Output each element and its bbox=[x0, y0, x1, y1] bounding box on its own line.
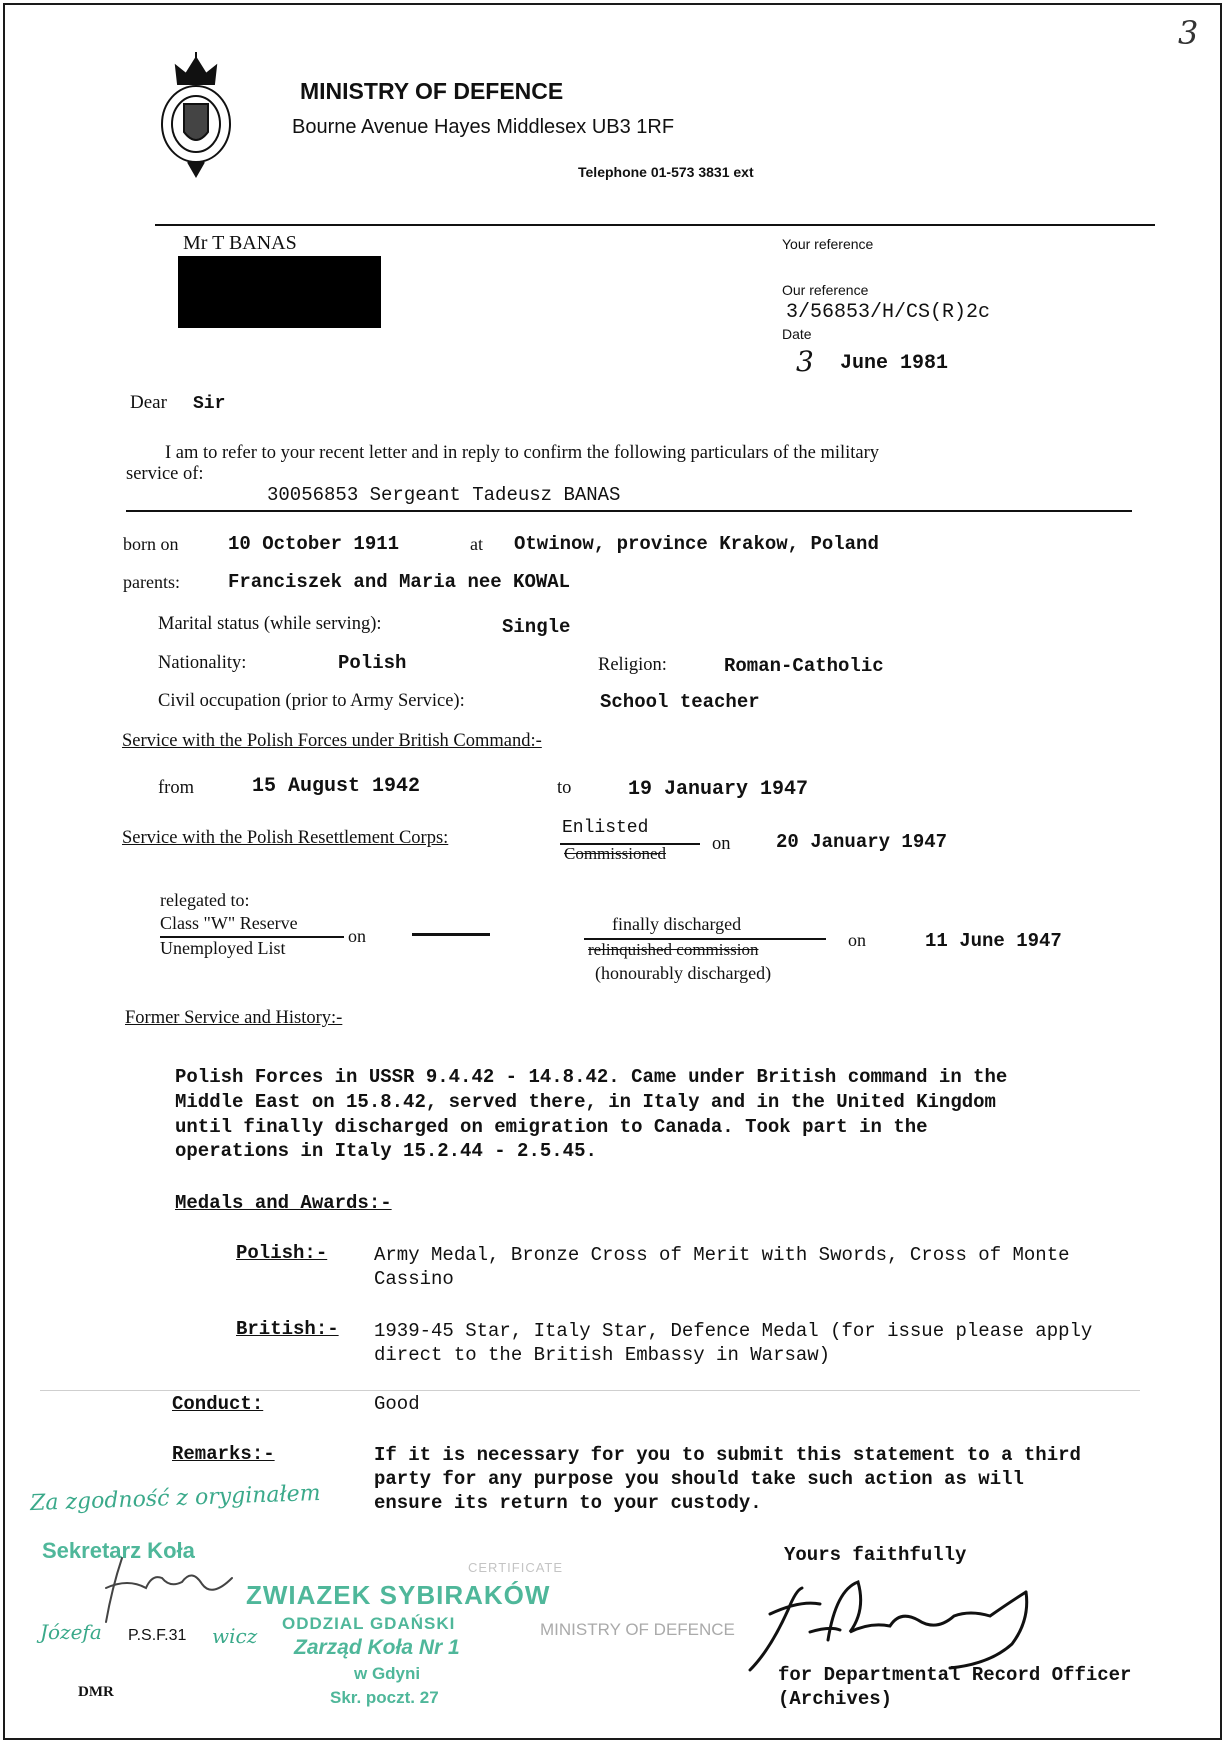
date-month-year: June 1981 bbox=[840, 352, 949, 375]
history-line: until finally discharged on emigration to Canada. Took part in the bbox=[175, 1116, 928, 1138]
dmr-code: DMR bbox=[78, 1684, 114, 1700]
subject-rule bbox=[126, 510, 1132, 512]
from-value: 15 August 1942 bbox=[252, 775, 421, 798]
enlisted: Enlisted bbox=[562, 818, 649, 838]
date-label: Date bbox=[782, 326, 812, 342]
finally-discharged: finally discharged bbox=[612, 914, 742, 934]
ministry-name: MINISTRY OF DEFENCE bbox=[300, 78, 564, 104]
unemployed-list: Unemployed List bbox=[160, 938, 286, 958]
name-left: Józefa bbox=[40, 1620, 102, 1644]
faint-stamp-text: CERTIFICATE bbox=[468, 1560, 564, 1575]
telephone: Telephone 01-573 3831 ext bbox=[578, 164, 754, 180]
class-w-reserve: Class "W" Reserve bbox=[160, 913, 298, 933]
born-value: 10 October 1911 bbox=[228, 533, 400, 555]
your-reference-label: Your reference bbox=[782, 236, 874, 252]
secretary-stamp: Sekretarz Koła bbox=[42, 1538, 195, 1563]
birth-place: Otwinow, province Krakow, Poland bbox=[514, 533, 879, 555]
recipient-name: Mr T BANAS bbox=[183, 232, 297, 254]
honourably-discharged: (honourably discharged) bbox=[595, 963, 772, 983]
stamp-line-5: Skr. poczt. 27 bbox=[330, 1688, 439, 1707]
blank-date-dash bbox=[412, 933, 490, 936]
parents-label: parents: bbox=[123, 572, 180, 592]
discharge-on-2: on bbox=[848, 930, 866, 950]
resettlement-date: 20 January 1947 bbox=[776, 831, 948, 853]
faint-stamp-text-2: MINISTRY OF DEFENCE bbox=[540, 1620, 735, 1639]
nationality-label: Nationality: bbox=[158, 653, 247, 673]
remarks-line: ensure its return to your custody. bbox=[374, 1492, 762, 1514]
remarks-label: Remarks:- bbox=[172, 1443, 275, 1465]
british-medals-line: direct to the British Embassy in Warsaw) bbox=[374, 1344, 831, 1366]
signatory-archives: (Archives) bbox=[778, 1688, 893, 1710]
nationality-value: Polish bbox=[338, 652, 407, 674]
medals-heading: Medals and Awards:- bbox=[175, 1192, 392, 1214]
royal-crest-icon bbox=[158, 52, 234, 182]
salutation-dear: Dear bbox=[130, 392, 167, 413]
redacted-address bbox=[178, 256, 381, 328]
polish-medals-line: Army Medal, Bronze Cross of Merit with Swords, Cross of Monte bbox=[374, 1244, 1070, 1266]
british-medals-line: 1939-45 Star, Italy Star, Defence Medal (for issue please apply bbox=[374, 1320, 1093, 1342]
parents-value: Franciszek and Maria nee KOWAL bbox=[228, 571, 571, 593]
form-number: P.S.F.31 bbox=[128, 1627, 187, 1644]
remarks-line: party for any purpose you should take such action as will bbox=[374, 1468, 1024, 1490]
history-line: Polish Forces in USSR 9.4.42 - 14.8.42. Came under British command in the bbox=[175, 1066, 1008, 1088]
polish-medals-label: Polish:- bbox=[236, 1242, 328, 1264]
our-reference: 3/56853/H/CS(R)2c bbox=[786, 301, 991, 324]
page-number: 3 bbox=[1178, 14, 1199, 52]
handwritten-note: Za zgodność z oryginałem bbox=[29, 1480, 321, 1517]
service-subject: 30056853 Sergeant Tadeusz BANAS bbox=[267, 484, 621, 506]
resettlement-on: on bbox=[712, 834, 731, 854]
intro-line-2: service of: bbox=[126, 464, 204, 484]
secretary-signature-icon bbox=[92, 1548, 262, 1628]
discharge-on-1: on bbox=[348, 926, 366, 946]
history-line: operations in Italy 15.2.44 - 2.5.45. bbox=[175, 1140, 597, 1162]
stamp-line-4: w Gdyni bbox=[354, 1664, 421, 1683]
stamp-line-1: ZWIAZEK SYBIRAKÓW bbox=[246, 1580, 551, 1610]
faint-separator bbox=[40, 1390, 1140, 1391]
religion-label: Religion: bbox=[598, 655, 667, 675]
history-heading: Former Service and History:- bbox=[125, 1008, 343, 1028]
resettlement-heading: Service with the Polish Resettlement Corps: bbox=[122, 828, 449, 848]
conduct-label: Conduct: bbox=[172, 1393, 264, 1415]
ministry-address: Bourne Avenue Hayes Middlesex UB3 1RF bbox=[292, 116, 675, 138]
conduct-value: Good bbox=[374, 1393, 420, 1415]
marital-label: Marital status (while serving): bbox=[158, 614, 382, 634]
religion-value: Roman-Catholic bbox=[724, 655, 884, 677]
british-medals-label: British:- bbox=[236, 1318, 339, 1340]
remarks-line: If it is necessary for you to submit this statement to a third bbox=[374, 1444, 1081, 1466]
marital-value: Single bbox=[502, 616, 571, 638]
commissioned-struck: Commissioned bbox=[564, 844, 667, 863]
salutation-sir: Sir bbox=[193, 394, 226, 414]
stamp-line-2: ODDZIAL GDAŃSKI bbox=[282, 1614, 456, 1633]
history-line: Middle East on 15.8.42, served there, in Italy and in the United Kingdom bbox=[175, 1091, 996, 1113]
intro-line-1: I am to refer to your recent letter and in reply to confirm the following particulars of the military bbox=[165, 443, 880, 463]
occupation-label: Civil occupation (prior to Army Service): bbox=[158, 691, 465, 711]
letterhead-rule bbox=[155, 224, 1155, 226]
signatory-title: for Departmental Record Officer bbox=[778, 1664, 1132, 1686]
at-label: at bbox=[470, 534, 483, 554]
born-label: born on bbox=[123, 534, 179, 554]
relegated-label: relegated to: bbox=[160, 890, 250, 910]
name-right: wicz bbox=[212, 1624, 258, 1648]
date-day: 3 bbox=[796, 345, 814, 378]
to-label: to bbox=[557, 778, 572, 798]
polish-medals-line: Cassino bbox=[374, 1268, 454, 1290]
from-label: from bbox=[158, 778, 194, 798]
occupation-value: School teacher bbox=[600, 691, 760, 713]
discharge-date: 11 June 1947 bbox=[925, 930, 1062, 952]
our-reference-label: Our reference bbox=[782, 282, 869, 298]
stamp-line-3: Zarząd Koła Nr 1 bbox=[294, 1636, 460, 1659]
yours-faithfully: Yours faithfully bbox=[784, 1544, 967, 1566]
relinquished-struck: relinquished commission bbox=[588, 940, 759, 959]
polish-forces-heading: Service with the Polish Forces under British Command:- bbox=[122, 731, 542, 751]
to-value: 19 January 1947 bbox=[628, 778, 809, 801]
